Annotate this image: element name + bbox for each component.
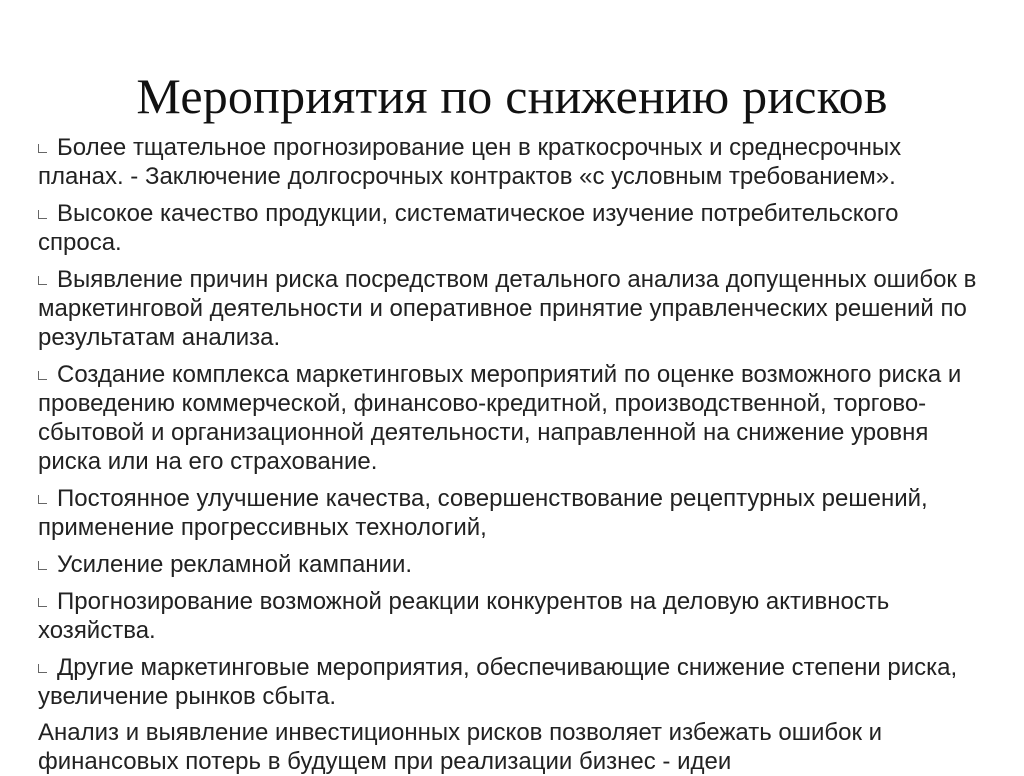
- square-bullet-icon: [38, 561, 47, 570]
- list-item-text: Высокое качество продукции, систематическое изучение потребительского спроса.: [38, 200, 899, 256]
- list-item: [38, 653, 988, 711]
- list-item: [38, 265, 988, 352]
- slide-content: [38, 133, 988, 776]
- closing-paragraph: Анализ и выявление инвестиционных рисков позволяет избежать ошибок и финансовых потерь в будущем при реализации бизнес - идеи: [38, 719, 883, 775]
- square-bullet-icon: [38, 495, 47, 504]
- slide-title: Мероприятия по снижению рисков: [136, 68, 888, 124]
- square-bullet-icon: [38, 210, 47, 219]
- square-bullet-icon: [38, 371, 47, 380]
- square-bullet-icon: [38, 144, 47, 153]
- list-item: [38, 360, 988, 476]
- list-item-text: Другие маркетинговые мероприятия, обеспечивающие снижение степени риска, увеличение рынков сбыта.: [38, 654, 958, 710]
- list-item: [38, 484, 988, 542]
- square-bullet-icon: [38, 598, 47, 607]
- list-item-text: Создание комплекса маркетинговых мероприятий по оценке возможного риска и проведению коммерческой, финансово-кредитной, производственной, торгово-сбытовой и организационной деятельности, направленной на снижение уровня риска или на его страхование.: [38, 361, 962, 475]
- square-bullet-icon: [38, 664, 47, 673]
- list-item-text: Более тщательное прогнозирование цен в краткосрочных и среднесрочных планах. - Заключение долгосрочных контрактов «с условным требованием».: [38, 134, 902, 190]
- list-item-text: Прогнозирование возможной реакции конкурентов на деловую активность хозяйства.: [38, 588, 890, 644]
- list-item: [38, 133, 988, 191]
- square-bullet-icon: [38, 276, 47, 285]
- list-item-text: Выявление причин риска посредством детального анализа допущенных ошибок в маркетинговой деятельности и оперативное принятие управленческих решений по результатам анализа.: [38, 266, 977, 351]
- list-item: [38, 587, 988, 645]
- list-item-text: Постоянное улучшение качества, совершенствование рецептурных решений, применение прогрессивных технологий,: [38, 485, 928, 541]
- list-item: [38, 550, 988, 579]
- list-item: [38, 199, 988, 257]
- list-item-text: Усиление рекламной кампании.: [57, 551, 413, 578]
